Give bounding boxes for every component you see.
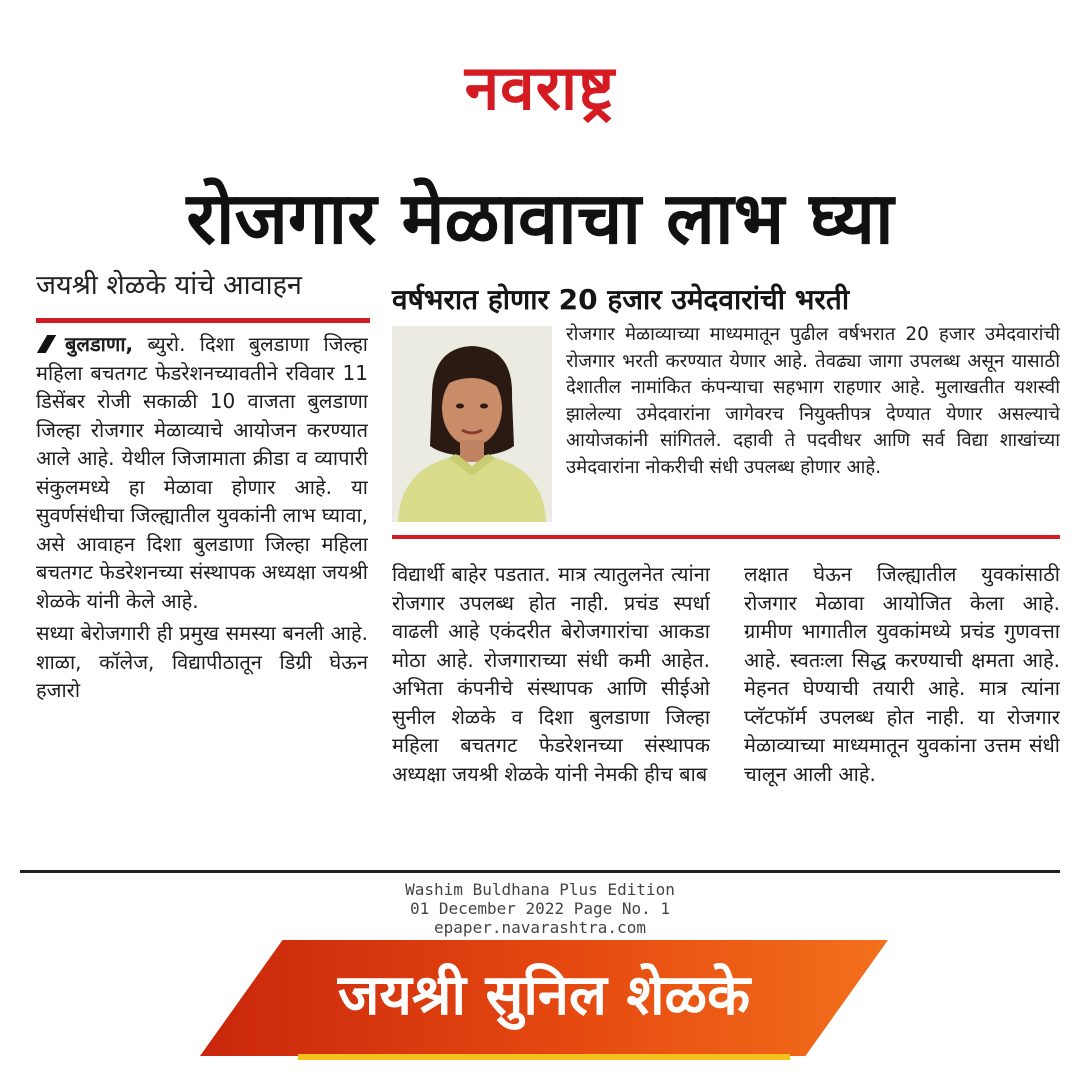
banner-yellow-stripe (298, 1054, 790, 1060)
box-heading: वर्षभरात होणार 20 हजार उमेदवारांची भरती (392, 283, 850, 316)
woman-portrait-icon (392, 326, 552, 522)
dateline: बुलडाणा, (65, 332, 134, 356)
dateline-marker-icon (37, 335, 56, 353)
portrait-photo (392, 326, 552, 522)
edition-name: Washim Buldhana Plus Edition (405, 880, 675, 899)
page-bottom-rule (20, 870, 1060, 873)
article-column-1 (36, 330, 368, 866)
name-banner-text: जयश्री सुनिल शेळके (337, 963, 751, 1028)
article-column-2: विद्यार्थी बाहेर पडतात. मात्र त्यातुलनेत त्यांना रोजगार उपलब्ध होत नाही. प्रचंड स्पर्धा वाढली आहे एकंदरीत बेरोजगारांचा आकडा मोठा आहे. रोजगाराच्या संधी कमी आहेत. अभिता कंपनीचे संस्थापक आणि सीईओ सुनील शेळके व दिशा बुलडाणा जिल्हा महिला बचतगट फेडरेशनच्या संस्थापक अध्यक्षा जयश्री शेळके यांनी नेमकी हीच बाब (392, 562, 710, 786)
edition-date: 01 December 2022 Page No. 1 (409, 899, 671, 918)
red-rule-left (36, 318, 370, 323)
paragraph-1-text: ब्युरो. दिशा बुलडाणा जिल्हा महिला बचतगट फेडरेशनच्यावतीने रविवार 11 डिसेंबर रोजी सकाळी 10 वाजता बुलडाणा जिल्हा रोजगार मेळाव्याचे आयोजन करण्यात आले आहे. येथील जिजामाता क्रीडा व व्यापारी संकुलमध्ये हा मेळावा होणार आहे. या सुवर्णसंधीचा जिल्ह्यातील युवकांनी लाभ घ्यावा, असे आवाहन दिशा बुलडाणा जिल्हा महिला बचतगट फेडरेशनच्या संस्थापक अध्यक्षा जयश्री शेळके यांनी केले आहे. (36, 332, 368, 613)
newspaper-masthead: नवराष्ट्र (464, 51, 616, 124)
paragraph-1 (36, 330, 368, 615)
article-column-3: लक्षात घेऊन जिल्ह्यातील युवकांसाठी रोजगार मेळावा आयोजित केला आहे. ग्रामीण भागातील युवकांमध्ये प्रचंड गुणवत्ता आहे. स्वतःला सिद्ध करण्याची क्षमता आहे. मेहनत घेण्याची तयारी आहे. मात्र त्यांना प्लॅटफॉर्म उपलब्ध होत नाही. या रोजगार मेळाव्याच्या माध्यमातून युवकांना उत्तम संधी चालून आली आहे. (744, 562, 1060, 786)
box-intro-text: रोजगार मेळाव्याच्या माध्यमातून पुढील वर्षभरात 20 हजार उमेदवारांची रोजगार भरती करण्यात येणार आहे. तेवढ्या जागा उपलब्ध असून यासाठी देशातील नामांकित कंपन्याचा सहभाग राहणार आहे. मुलाखतीत यशस्वी झालेल्या उमेदवारांना जागेवरच नियुक्तीपत्र देण्यात येणार असल्याचे आयोजकांनी सांगितले. दहावी ते पदवीधर आणि सर्व विद्या शाखांच्या उमेदवारांना नोकरीची संधी उपलब्ध होणार आहे. (566, 324, 1060, 478)
article-subheading: जयश्री शेळके यांचे आवाहन (36, 270, 302, 301)
paragraph-2: सध्या बेरोजगारी ही प्रमुख समस्या बनली आहे. शाळा, कॉलेज, विद्यापीठातून डिग्री घेऊन हजारो (36, 621, 368, 702)
red-divider (392, 535, 1060, 539)
edition-website: epaper.navarashtra.com (434, 918, 646, 937)
edition-info (300, 880, 780, 937)
article-headline: रोजगार मेळावाचा लाभ घ्या (186, 176, 894, 260)
